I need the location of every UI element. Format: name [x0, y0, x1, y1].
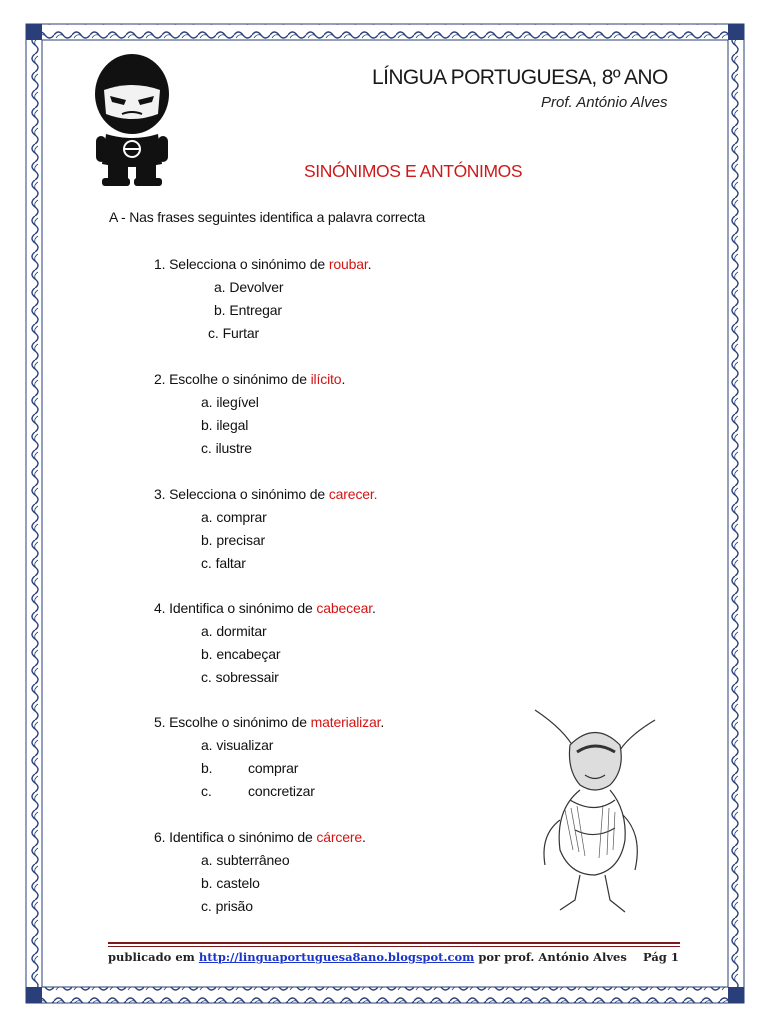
option-letter: b. [214, 302, 226, 318]
option-4-3 [201, 669, 279, 685]
option-text: sobressair [215, 669, 279, 685]
option-letter: c. [201, 669, 212, 685]
blog-link[interactable]: http://linguaportuguesa8ano.blogspot.com [198, 950, 475, 964]
instructions: A - Nas frases seguintes identifica a palavra correcta [109, 209, 426, 225]
question-5 [154, 714, 384, 730]
option-1-1 [214, 279, 283, 295]
question-6 [154, 829, 366, 845]
option-3-1 [201, 509, 267, 525]
target-word: roubar [328, 256, 368, 272]
question-suffix: . [362, 829, 366, 845]
option-letter: c. [201, 555, 212, 571]
footer-text [108, 950, 627, 964]
option-1-2 [214, 302, 282, 318]
question-suffix: . [380, 714, 385, 730]
option-text: visualizar [216, 737, 274, 753]
option-letter: c. [201, 440, 212, 456]
option-text: Devolver [229, 279, 284, 295]
option-letter: a. [201, 509, 213, 525]
option-text: prisão [215, 898, 253, 914]
target-word: cabecear [316, 600, 372, 616]
goblin-sketch-image [515, 700, 670, 915]
option-text: subterrâneo [216, 852, 290, 868]
option-4-1 [201, 623, 267, 639]
target-word: carecer. [328, 486, 378, 502]
option-letter: c. [208, 325, 219, 341]
option-1-3 [208, 325, 259, 341]
option-text: faltar [215, 555, 246, 571]
worksheet-heading: SINÓNIMOS E ANTÓNIMOS [304, 161, 523, 181]
question-prompt: 2. Escolhe o sinónimo de [154, 371, 311, 387]
question-prompt: 5. Escolhe o sinónimo de [154, 714, 311, 730]
option-letter: a. [214, 279, 226, 295]
option-letter: b. [201, 760, 213, 776]
option-2-3 [201, 440, 252, 456]
option-2-1 [201, 394, 259, 410]
footer-prefix: publicado em [108, 950, 199, 964]
option-text: ilegível [216, 394, 259, 410]
option-letter: a. [201, 737, 213, 753]
subject-title: LÍNGUA PORTUGUESA [372, 66, 592, 89]
document-title: LÍNGUA PORTUGUESA, 8º ANO [372, 66, 668, 89]
option-5-2 [201, 760, 298, 776]
question-3 [154, 486, 377, 502]
option-6-1 [201, 852, 289, 868]
option-2-2 [201, 417, 248, 433]
option-letter: a. [201, 623, 213, 639]
question-prompt: 3. Selecciona o sinónimo de [154, 486, 329, 502]
option-text: castelo [216, 875, 260, 891]
option-text: comprar [216, 509, 267, 525]
question-suffix: . [367, 256, 372, 272]
option-letter: b. [201, 646, 213, 662]
grade-label: 8º ANO [601, 66, 668, 89]
option-5-1 [201, 737, 273, 753]
target-word: materializar [310, 714, 381, 730]
option-text: dormitar [216, 623, 267, 639]
question-prompt: 6. Identifica o sinónimo de [154, 829, 317, 845]
option-letter: b. [201, 417, 213, 433]
question-suffix: . [371, 600, 376, 616]
option-text: concretizar [248, 783, 315, 799]
option-4-2 [201, 646, 280, 662]
option-letter: a. [201, 394, 213, 410]
masked-character-image [92, 52, 172, 187]
question-prompt: 4. Identifica o sinónimo de [154, 600, 317, 616]
option-6-3 [201, 898, 253, 914]
option-text: precisar [216, 532, 265, 548]
option-letter: a. [201, 852, 213, 868]
option-text: comprar [248, 760, 299, 776]
footer-suffix: por prof. António Alves [474, 950, 627, 964]
question-suffix: . [341, 371, 346, 387]
option-letter: c. [201, 898, 212, 914]
question-2 [154, 371, 345, 387]
option-text: Entregar [229, 302, 282, 318]
option-letter: b. [201, 532, 213, 548]
question-4 [154, 600, 376, 616]
option-text: ilustre [215, 440, 252, 456]
target-word: ilícito [310, 371, 342, 387]
option-text: ilegal [216, 417, 249, 433]
option-letter: b. [201, 875, 213, 891]
page-number: Pág 1 [643, 950, 679, 964]
option-letter: c. [201, 783, 212, 799]
option-text: encabeçar [216, 646, 281, 662]
option-5-3 [201, 783, 315, 799]
option-text: Furtar [222, 325, 260, 341]
question-prompt: 1. Selecciona o sinónimo de [154, 256, 329, 272]
option-3-3 [201, 555, 246, 571]
footer-rule-thick [108, 942, 680, 944]
option-3-2 [201, 532, 265, 548]
question-1 [154, 256, 371, 272]
author-label: Prof. António Alves [541, 94, 668, 111]
footer-rule-thin [108, 946, 680, 947]
target-word: cárcere [316, 829, 362, 845]
option-6-2 [201, 875, 260, 891]
